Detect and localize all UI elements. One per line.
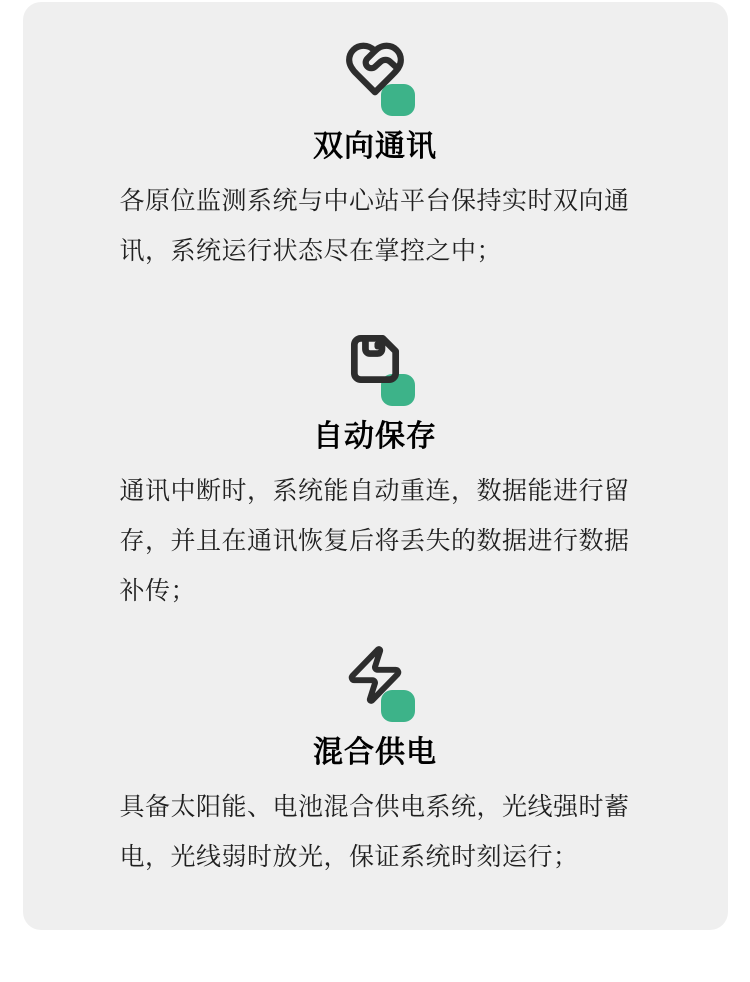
feature-title: 自动保存: [313, 420, 437, 453]
text-line: 具备太阳能、电池混合供电系统，光线强时蓄: [119, 793, 630, 821]
text-line: 讯，系统运行状态尽在掌控之中；: [119, 237, 503, 265]
feature-title: 双向通讯: [313, 130, 437, 163]
text-line: 存，并且在通讯恢复后将丢失的数据进行数据: [119, 527, 630, 555]
feature-section-auto-save: [23, 328, 728, 616]
feature-description: [120, 176, 660, 276]
text-line: 各原位监测系统与中心站平台保持实时双向通: [119, 187, 630, 215]
feature-description: [120, 466, 660, 616]
save-icon: [344, 328, 406, 390]
text-line: 补传；: [119, 577, 197, 605]
heart-handshake-icon: [344, 38, 406, 100]
feature-section-hybrid-power: [23, 644, 728, 882]
feature-title: 混合供电: [313, 736, 437, 769]
zap-icon: [344, 644, 406, 706]
feature-card: [23, 2, 728, 930]
icon-wrap: [343, 328, 407, 406]
text-line: 通讯中断时，系统能自动重连，数据能进行留: [119, 477, 630, 505]
feature-section-two-way-communication: [23, 38, 728, 276]
feature-description: [120, 782, 660, 882]
text-line: 电，光线弱时放光，保证系统时刻运行；: [119, 843, 579, 871]
icon-wrap: [343, 38, 407, 116]
icon-wrap: [343, 644, 407, 722]
